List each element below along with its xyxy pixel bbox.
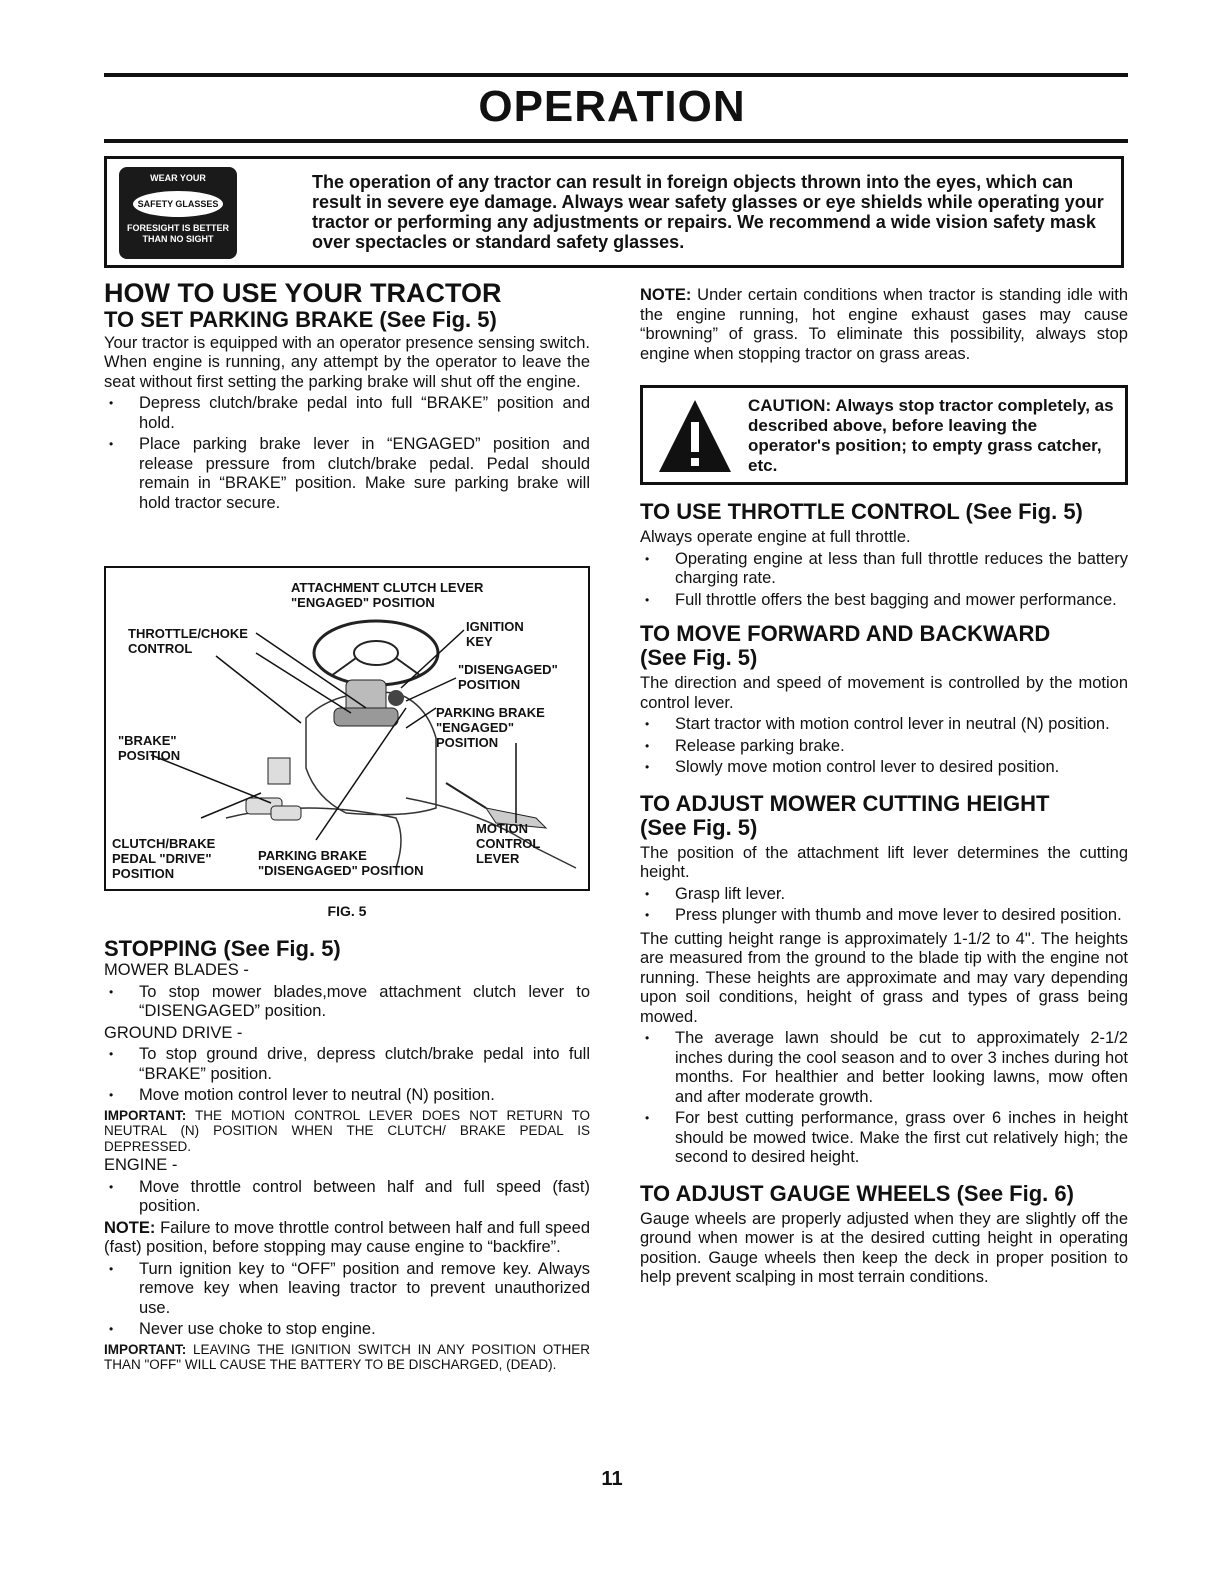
list-item: • Grasp lift lever. [640, 885, 1128, 905]
cutting-intro: The position of the attachment lift lever determines the cutting height. [640, 843, 1128, 881]
exhaust-note [640, 286, 1128, 366]
fig-label-attachment: ATTACHMENT CLUTCH LEVER [291, 580, 484, 595]
fig-label-brake: "BRAKE" [118, 733, 177, 748]
engine-label: ENGINE - [104, 1156, 178, 1174]
important-label: IMPORTANT: [104, 1107, 187, 1123]
list-item: • To stop mower blades,move attachment clutch lever to “DISENGAGED” position. [104, 983, 590, 1022]
ground-drive-label: GROUND DRIVE - [104, 1023, 243, 1042]
list-item: • Move motion control lever to neutral (N) position. [104, 1086, 590, 1106]
page-number: 11 [601, 1468, 623, 1490]
list-item: • Move throttle control between half and full speed (fast) position. [104, 1178, 590, 1217]
fig-label-motion-lever: LEVER [476, 851, 520, 866]
mower-blades-label: MOWER BLADES - [104, 961, 249, 979]
figure-5 [104, 566, 590, 891]
list-item: • Operating engine at less than full throttle reduces the battery charging rate. [640, 550, 1128, 589]
move-list [640, 715, 1128, 778]
important-text: LEAVING THE IGNITION SWITCH IN ANY POSITION OTHER THAN "OFF" WILL CAUSE THE BATTERY TO BE DISCHARGED, (DEAD). [104, 1341, 590, 1372]
fig-label-parking-engaged: "ENGAGED" [436, 720, 515, 735]
title-rule [104, 139, 1128, 143]
ground-drive-list [104, 1045, 590, 1106]
badge-top-text: WEAR YOUR [150, 173, 206, 183]
fig-label-parking-brake-2: PARKING BRAKE [258, 848, 367, 863]
note-text: Failure to move throttle control between half and full speed (fast) position, before stopping may cause engine to “backfire”. [104, 1218, 590, 1256]
fig-label-clutch-position: POSITION [112, 866, 175, 881]
caution-box [640, 385, 1128, 485]
mower-blades-list [104, 983, 590, 1022]
list-item: • For best cutting performance, grass over 6 inches in height should be mowed twice. Make the first cut relatively high; the second to desired height. [640, 1109, 1128, 1168]
fig-label-throttle-control: CONTROL [128, 641, 193, 656]
cutting-list-2 [640, 1029, 1128, 1168]
move-heading-ref: (See Fig. 5) [640, 645, 758, 670]
fig-label-attachment-position: "ENGAGED" POSITION [291, 595, 435, 610]
note-label: NOTE: [104, 1218, 156, 1237]
badge-mid-text: SAFETY GLASSES [133, 191, 223, 217]
list-item: • Place parking brake lever in “ENGAGED” position and release pressure from clutch/brake pedal. Pedal should remain in “BRAKE” position. Make sure parking brake will hold tractor secure. [104, 435, 590, 513]
note-label: NOTE: [640, 286, 692, 304]
list-item: • Release parking brake. [640, 737, 1128, 757]
cutting-heading-ref: (See Fig. 5) [640, 814, 758, 840]
warning-triangle-icon [655, 396, 735, 476]
list-item: • Slowly move motion control lever to desired position. [640, 758, 1128, 778]
page-title: OPERATION [478, 82, 746, 131]
exhaust-note-text [640, 286, 1128, 364]
note-text: Under certain conditions when tractor is standing idle with the engine running, hot engine exhaust gases may cause “browning” of grass. To eliminate this possibility, always stop engine when stopping tractor on grass areas. [640, 286, 1128, 363]
throttle-intro: Always operate engine at full throttle. [640, 528, 911, 546]
engine-list-2 [104, 1260, 590, 1340]
backfire-note [104, 1219, 590, 1258]
fig-label-parking-position: POSITION [436, 735, 499, 750]
important-text: THE MOTION CONTROL LEVER DOES NOT RETURN TO NEUTRAL (N) POSITION WHEN THE CLUTCH/ BRAKE PEDAL IS DEPRESSED. [104, 1107, 590, 1154]
fig-label-motion: MOTION [476, 821, 528, 836]
fig-label-throttle: THROTTLE/CHOKE [128, 626, 248, 641]
important-note-2 [104, 1342, 590, 1373]
cutting-list [640, 885, 1128, 926]
fig-label-parking-brake: PARKING BRAKE [436, 705, 545, 720]
cutting-heading: TO ADJUST MOWER CUTTING HEIGHT [640, 790, 1050, 816]
fig-label-ignition-key: KEY [466, 634, 493, 649]
list-item: • Depress clutch/brake pedal into full “BRAKE” position and hold. [104, 394, 590, 433]
important-note-1 [104, 1108, 590, 1155]
list-item: • The average lawn should be cut to approximately 2-1/2 inches during the cool season and to over 3 inches during hot months. For healthier and better looking lawns, mow often and after moderate growth. [640, 1029, 1128, 1107]
list-item: • Turn ignition key to “OFF” position and remove key. Always remove key when leaving tractor to prevent unauthorized use. [104, 1260, 590, 1319]
section-heading: HOW TO USE YOUR TRACTOR [104, 278, 502, 308]
list-item: • Press plunger with thumb and move lever to desired position. [640, 906, 1128, 926]
left-column-top [104, 278, 590, 515]
safety-warning-box [104, 156, 1124, 268]
throttle-heading: TO USE THROTTLE CONTROL (See Fig. 5) [640, 499, 1083, 524]
fig-label-motion-control: CONTROL [476, 836, 541, 851]
important-label: IMPORTANT: [104, 1341, 187, 1357]
safety-glasses-badge [119, 167, 237, 259]
fig-label-brake-position: POSITION [118, 748, 181, 763]
throttle-list [640, 550, 1128, 611]
fig-label-disengaged-position: POSITION [458, 677, 521, 692]
stopping-section [104, 937, 590, 1375]
badge-bottom-text-1: FORESIGHT IS BETTER [126, 223, 229, 233]
parking-brake-heading: TO SET PARKING BRAKE (See Fig. 5) [104, 306, 497, 332]
cutting-para: The cutting height range is approximately 1-1/2 to 4". The heights are measured from the ground to the blade tip with the engine not running. These heights are approximate and may vary depending upon soil conditions, height of grass and types of grass being mowed. [640, 929, 1128, 1026]
safety-warning-text: The operation of any tractor can result in foreign objects thrown into the eyes, which can result in severe eye damage. Always wear safety glasses or eye shields while operating your tractor or performing any adjustments or repairs. We recommend a wide vision safety mask over spectacles or standard safety glasses. [312, 172, 1104, 252]
parking-brake-list [104, 394, 590, 513]
fig-label-ignition: IGNITION [466, 619, 524, 634]
list-item: • Full throttle offers the best bagging and mower performance. [640, 591, 1128, 611]
fig-label-clutch: CLUTCH/BRAKE [112, 836, 216, 851]
stopping-heading: STOPPING (See Fig. 5) [104, 936, 341, 961]
fig-label-parking-disengaged: "DISENGAGED" POSITION [258, 863, 424, 878]
move-intro: The direction and speed of movement is controlled by the motion control lever. [640, 674, 1128, 712]
fig-label-clutch-drive: PEDAL "DRIVE" [112, 851, 212, 866]
move-heading: TO MOVE FORWARD AND BACKWARD [640, 621, 1051, 646]
badge-bottom-text-2: THAN NO SIGHT [142, 234, 214, 244]
list-item: • Never use choke to stop engine. [104, 1320, 590, 1340]
gauge-heading: TO ADJUST GAUGE WHEELS (See Fig. 6) [640, 1180, 1074, 1206]
fig-label-disengaged: "DISENGAGED" [458, 662, 558, 677]
parking-brake-intro: Your tractor is equipped with an operator presence sensing switch. When engine is running, any attempt by the operator to leave the seat without first setting the parking brake will shut off the engine. [104, 333, 590, 391]
engine-list [104, 1178, 590, 1217]
figure-caption: FIG. 5 [327, 903, 367, 919]
list-item: • Start tractor with motion control lever in neutral (N) position. [640, 715, 1128, 735]
top-rule [104, 73, 1128, 77]
caution-text: CAUTION: Always stop tractor completely, as described above, before leaving the operator's position; to empty grass catcher, etc. [748, 396, 1114, 475]
right-column-sections [640, 500, 1128, 1290]
list-item: • To stop ground drive, depress clutch/brake pedal into full “BRAKE” position. [104, 1045, 590, 1084]
gauge-text: Gauge wheels are properly adjusted when they are slightly off the ground when mower is at the desired cutting height in operating position. Gauge wheels then keep the deck in proper position to help prevent scalping in most terrain conditions. [640, 1209, 1128, 1286]
